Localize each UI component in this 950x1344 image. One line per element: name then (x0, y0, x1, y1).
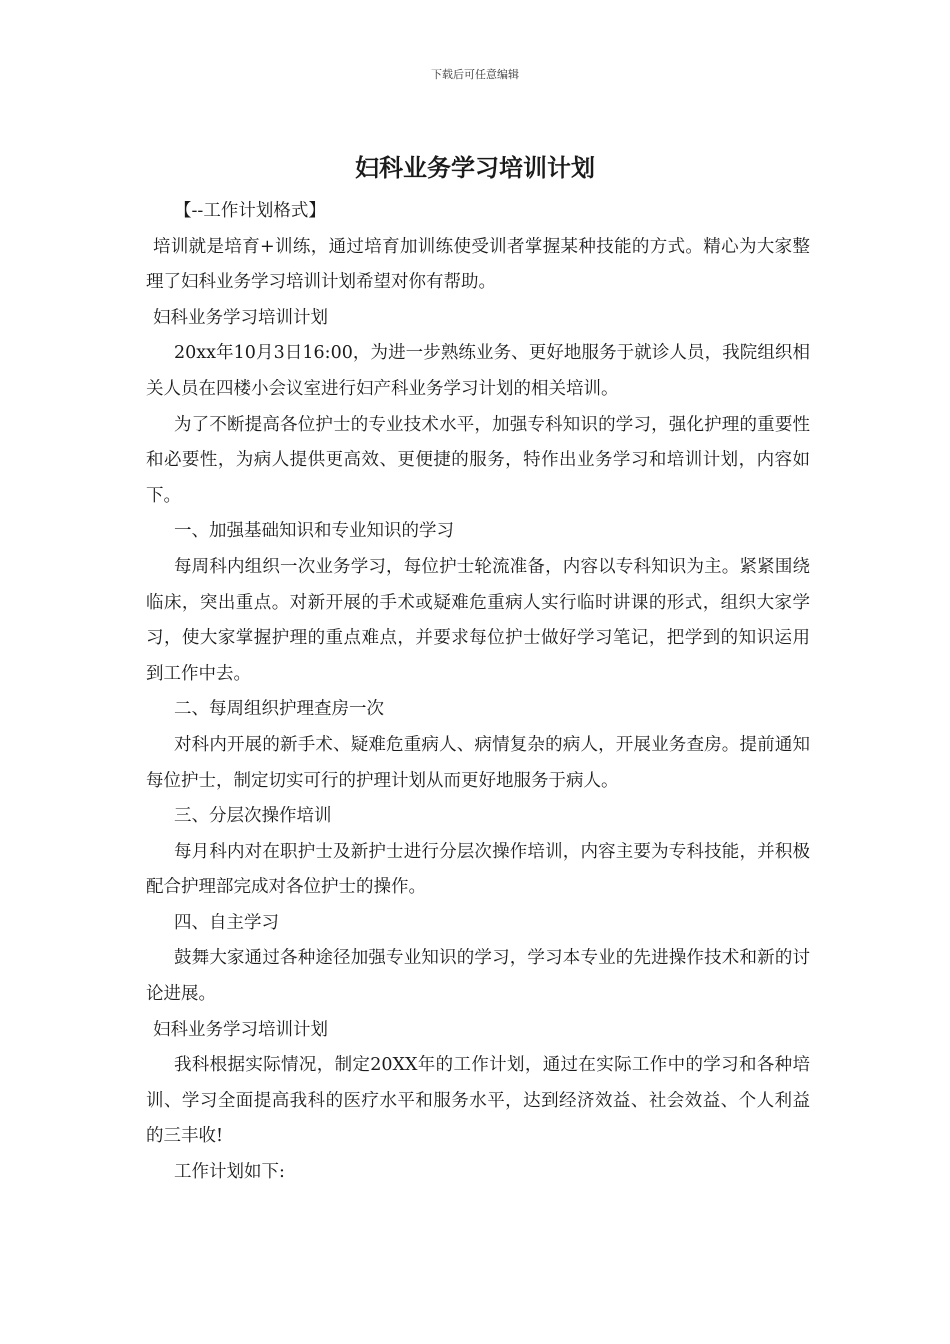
paragraph: 每周科内组织一次业务学习，每位护士轮流准备，内容以专科知识为主。紧紧围绕临床，突出重点。对新开展的手术或疑难危重病人实行临时讲课的形式，组织大家学习，使大家掌握护理的重点难点，并要求每位护士做好学习笔记，把学到的知识运用到工作中去。 (146, 556, 810, 684)
paragraph: 培训就是培育+训练，通过培育加训练使受训者掌握某种技能的方式。精心为大家整理了妇科业务学习培训计划希望对你有帮助。 (146, 236, 810, 293)
document-title: 妇科业务学习培训计划 (355, 153, 595, 182)
document-body (146, 194, 810, 1191)
paragraph: 三、分层次操作培训 (174, 806, 332, 827)
paragraph: 二、每周组织护理查房一次 (174, 699, 384, 720)
page-header-note: 下载后可任意编辑 (431, 68, 519, 81)
paragraph: 我科根据实际情况，制定20XX年的工作计划，通过在实际工作中的学习和各种培训、学习全面提高我科的医疗水平和服务水平，达到经济效益、社会效益、个人利益的三丰收! (146, 1055, 810, 1147)
paragraph: 妇科业务学习培训计划 (153, 1019, 328, 1040)
paragraph: 【--工作计划格式】 (174, 201, 326, 221)
paragraph: 鼓舞大家通过各种途径加强专业知识的学习，学习本专业的先进操作技术和新的讨论进展。 (146, 948, 810, 1005)
paragraph: 一、加强基础知识和专业知识的学习 (174, 521, 454, 542)
paragraph: 20xx年10月3日16:00，为进一步熟练业务、更好地服务于就诊人员，我院组织相关人员在四楼小会议室进行妇产科业务学习计划的相关培训。 (146, 343, 810, 399)
paragraph: 妇科业务学习培训计划 (153, 307, 328, 328)
paragraph: 为了不断提高各位护士的专业技术水平，加强专科知识的学习，强化护理的重要性和必要性，为病人提供更高效、更便捷的服务，特作出业务学习和培训计划，内容如下。 (146, 414, 810, 506)
paragraph: 对科内开展的新手术、疑难危重病人、病情复杂的病人，开展业务查房。提前通知每位护士，制定切实可行的护理计划从而更好地服务于病人。 (146, 734, 810, 791)
paragraph: 工作计划如下: (174, 1162, 285, 1183)
paragraph: 四、自主学习 (174, 912, 279, 933)
paragraph: 每月科内对在职护士及新护士进行分层次操作培训，内容主要为专科技能，并积极配合护理部完成对各位护士的操作。 (146, 841, 810, 898)
